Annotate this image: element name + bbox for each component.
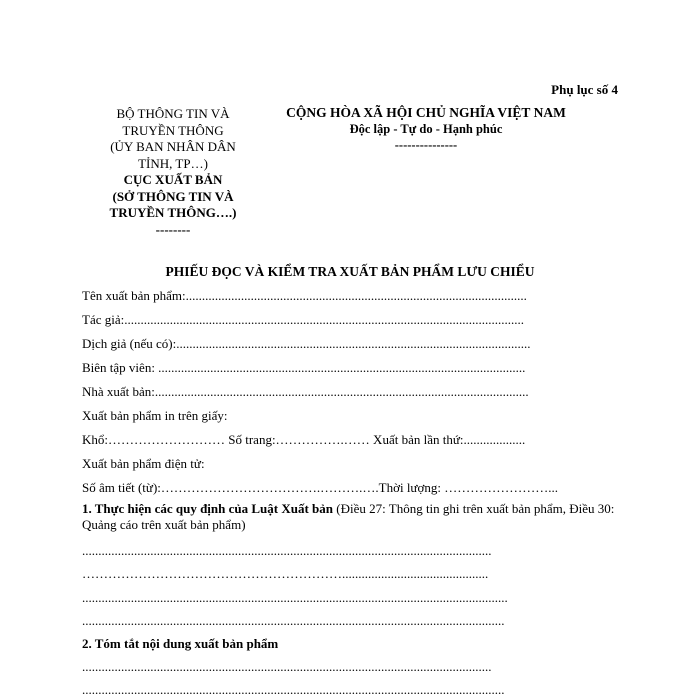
agency-line-bold: CỤC XUẤT BẢN — [123, 172, 223, 187]
agency-line-bold: TRUYỀN THÔNG….) — [109, 205, 237, 220]
print-details-field[interactable]: Khổ:……………………… Số trang:…………….…… Xuất bản lần thứ:................... — [82, 432, 526, 447]
section-1-answer-line[interactable]: ……………………………………………………............................................. — [82, 566, 489, 581]
section-1-heading — [82, 501, 622, 533]
section-2-answer-line[interactable]: .............................................................................................................................. — [82, 659, 492, 674]
motto-separator: --------------- — [394, 138, 458, 152]
electronic-details-field[interactable]: Số âm tiết (từ):……………………………….……….….Thời lượng: ……………………... — [82, 480, 558, 495]
section-1-answer-line[interactable]: .............................................................................................................................. — [82, 543, 492, 558]
section-1-answer-line[interactable]: .................................................................................................................................. — [82, 613, 505, 628]
agency-line: (ỦY BAN NHÂN DÂN — [110, 139, 236, 154]
author-field[interactable]: Tác giả:........................................................................................................................... — [82, 312, 524, 327]
form-title: PHIẾU ĐỌC VÀ KIỂM TRA XUẤT BẢN PHẨM LƯU CHIỂU — [165, 264, 535, 279]
agency-line: TRUYỀN THÔNG — [122, 122, 224, 138]
agency-line: TỈNH, TP…) — [138, 155, 208, 171]
publication-name-field[interactable]: Tên xuất bản phẩm:......................................................................................................... — [82, 288, 527, 303]
national-header — [262, 105, 590, 153]
agency-line-bold: (SỞ THÔNG TIN VÀ — [112, 188, 234, 204]
nation-name: CỘNG HÒA XÃ HỘI CHỦ NGHĨA VIỆT NAM — [286, 105, 566, 120]
national-motto: Độc lập - Tự do - Hạnh phúc — [349, 122, 503, 136]
agency-separator: -------- — [155, 221, 191, 237]
print-publication-heading: Xuất bản phẩm in trên giấy: — [82, 408, 228, 423]
agency-line: BỘ THÔNG TIN VÀ — [116, 106, 230, 121]
section-1-answer-line[interactable]: ................................................................................................................................... — [82, 590, 508, 605]
publisher-field[interactable]: Nhà xuất bản:................................................................................................................... — [82, 384, 529, 399]
section-1-title: 1. Thực hiện các quy định của Luật Xuất bản — [82, 501, 334, 516]
section-1-note: (Điều 27: Thông tin ghi trên xuất bản phẩm, Điều 30: Quảng cáo trên xuất bản phẩm) — [82, 501, 615, 532]
section-2-answer-line[interactable]: .................................................................................................................................. — [82, 682, 505, 697]
electronic-publication-heading: Xuất bản phẩm điện tử: — [82, 456, 205, 471]
editor-field[interactable]: Biên tập viên: ................................................................................................................. — [82, 360, 526, 375]
appendix-label: Phụ lục số 4 — [551, 82, 618, 97]
translator-field[interactable]: Dịch giả (nếu có):............................................................................................................. — [82, 336, 531, 351]
section-2-title: 2. Tóm tắt nội dung xuất bản phẩm — [82, 636, 279, 651]
agency-header — [88, 106, 258, 238]
